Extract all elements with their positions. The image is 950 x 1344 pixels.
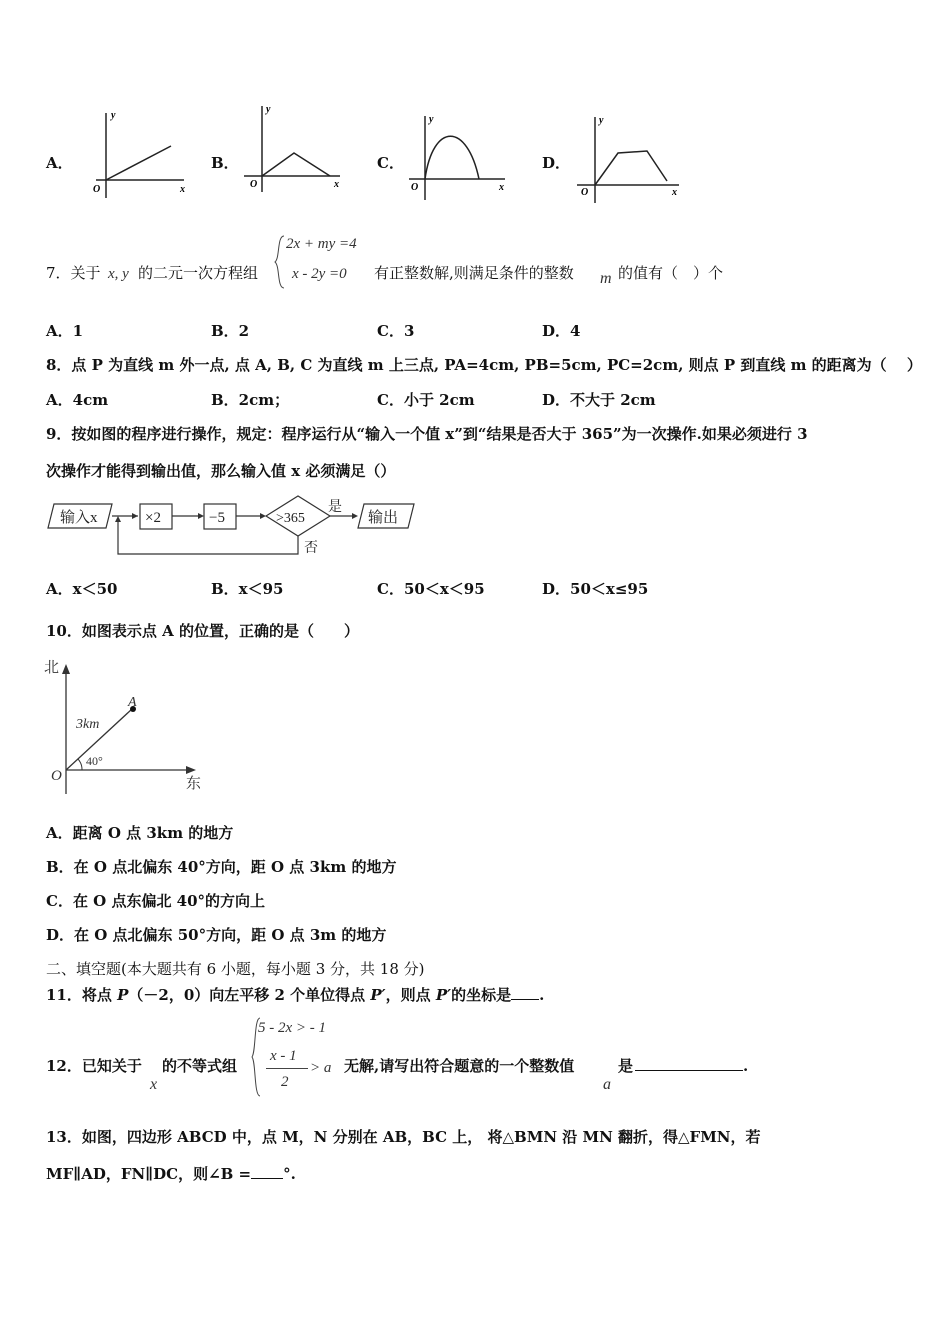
option-a-label: A． (46, 154, 73, 172)
q7-suffix2: 的值有（ ）个 (618, 264, 724, 282)
q10-figure (44, 654, 214, 800)
q12-frac-bar (266, 1068, 308, 1069)
q9-option-b: B．x＜95 (211, 580, 284, 598)
flow-no-label: 否 (304, 541, 318, 556)
graph-c-x-label: x (499, 182, 504, 193)
graph-c-origin: O (411, 182, 419, 193)
q7-option-c: C．3 (377, 322, 415, 340)
q9-flowchart (46, 494, 426, 560)
q8-option-b: B．2cm； (211, 391, 290, 409)
q12-var-x: x (150, 1076, 158, 1093)
flow-minus5-label: −5 (209, 510, 225, 526)
flow-output-label: 输出 (368, 510, 399, 526)
fig-angle-label: 40° (86, 754, 103, 768)
q7-var-m: m (600, 270, 612, 287)
q12-middle: 的不等式组 (162, 1057, 238, 1075)
q7-suffix1: 有正整数解,则满足条件的整数 (374, 264, 574, 282)
q9-option-a: A．x＜50 (46, 580, 118, 598)
q13-line1: 13．如图，四边形 ABCD 中，点 M，N 分别在 AB，BC 上， 将△BMN 沿 MN 翻折，得△FMN，若 (46, 1128, 761, 1146)
graph-d-x-label: x (672, 187, 677, 198)
q7-prefix: 7．关于 (46, 264, 101, 282)
q10-option-c: C．在 O 点东偏北 40°的方向上 (46, 892, 266, 910)
q12-frac-num: x - 1 (270, 1048, 297, 1064)
q7-brace (274, 234, 286, 290)
option-d-label: D． (542, 154, 571, 172)
q8-option-c: C．小于 2cm (377, 391, 475, 409)
graph-a-y-label: y (111, 110, 116, 121)
graph-b-x-label: x (334, 179, 339, 190)
q8-text: 8．点 P 为直线 m 外一点, 点 A, B, C 为直线 m 上三点, PA=4cm, PB=5cm, PC=2cm, 则点 P 到直线 m 的距离为（ ） (46, 356, 922, 374)
q12-frac-rhs: > a (310, 1060, 332, 1076)
graph-d-y-label: y (599, 115, 604, 126)
flow-compare-label: >365 (276, 511, 305, 526)
graph-a (88, 108, 198, 200)
q7-option-b: B．2 (211, 322, 250, 340)
q13-line2: MF∥AD，FN∥DC，则∠B = °. (46, 1165, 296, 1183)
q12-frac-den: 2 (281, 1074, 289, 1090)
graph-b (240, 102, 350, 197)
q12-answer-blank (635, 1058, 743, 1071)
q11-line: 11．将点 P（－2，0）向左平移 2 个单位得点 P′，则点 P′的坐标是 . (46, 986, 545, 1004)
graph-c (405, 112, 515, 202)
q7-middle: 的二元一次方程组 (138, 264, 259, 282)
q9-option-d: D．50＜x≤95 (542, 580, 649, 598)
q10-option-b: B．在 O 点北偏东 40°方向，距 O 点 3km 的地方 (46, 858, 397, 876)
graph-c-curve (425, 136, 479, 179)
q10-text: 10．如图表示点 A 的位置，正确的是（ ） (46, 622, 359, 640)
fig-east-label: 东 (186, 776, 202, 792)
q12-var-a: a (603, 1076, 611, 1093)
q7-vars: x, y (108, 266, 129, 282)
q7-eq1: 2x + my =4 (286, 236, 357, 252)
graph-d-line (595, 151, 667, 185)
fig-origin-label: O (51, 768, 62, 784)
graph-a-line (106, 146, 171, 180)
graph-d (575, 115, 687, 207)
q9-option-c: C．50＜x＜95 (377, 580, 485, 598)
fig-distance-label: 3km (76, 717, 100, 732)
graph-b-origin: O (250, 179, 258, 190)
option-b-label: B． (211, 154, 239, 172)
fig-point-a-label: A (128, 695, 137, 710)
graph-b-y-label: y (266, 104, 271, 115)
q7-option-d: D．4 (542, 322, 581, 340)
q9-line1: 9．按如图的程序进行操作，规定：程序运行从“输入一个值 x”到“结果是否大于 365”为一次操作.如果必须进行 3 (46, 425, 808, 443)
graph-a-x-label: x (180, 184, 185, 195)
q12-prefix: 12．已知关于 (46, 1057, 142, 1075)
graph-b-line (262, 153, 330, 176)
q12-ineq1: 5 - 2x > - 1 (258, 1020, 327, 1036)
q11-answer-blank (511, 987, 539, 1000)
q9-line2: 次操作才能得到输出值，那么输入值 x 必须满足（） (46, 462, 396, 480)
section2-title: 二、填空题(本大题共有 6 小题，每小题 3 分，共 18 分) (46, 960, 425, 978)
q13-answer-blank (251, 1166, 283, 1179)
q7-option-a: A．1 (46, 322, 84, 340)
q7-eq2: x - 2y =0 (292, 266, 347, 282)
flow-input-label: 输入x (60, 510, 98, 526)
graph-d-origin: O (581, 187, 589, 198)
graph-c-y-label: y (429, 114, 434, 125)
graph-a-origin: O (93, 184, 101, 195)
q12-end: 是 . (618, 1057, 749, 1075)
q10-option-d: D．在 O 点北偏东 50°方向，距 O 点 3m 的地方 (46, 926, 387, 944)
q8-option-a: A．4cm (46, 391, 109, 409)
fig-north-label: 北 (44, 660, 60, 676)
flow-yes-label: 是 (328, 500, 342, 515)
q8-option-d: D．不大于 2cm (542, 391, 656, 409)
flow-times2-label: ×2 (145, 510, 161, 526)
q10-option-a: A．距离 O 点 3km 的地方 (46, 824, 234, 842)
q12-suffix: 无解,请写出符合题意的一个整数值 (344, 1057, 575, 1075)
option-c-label: C． (377, 154, 404, 172)
